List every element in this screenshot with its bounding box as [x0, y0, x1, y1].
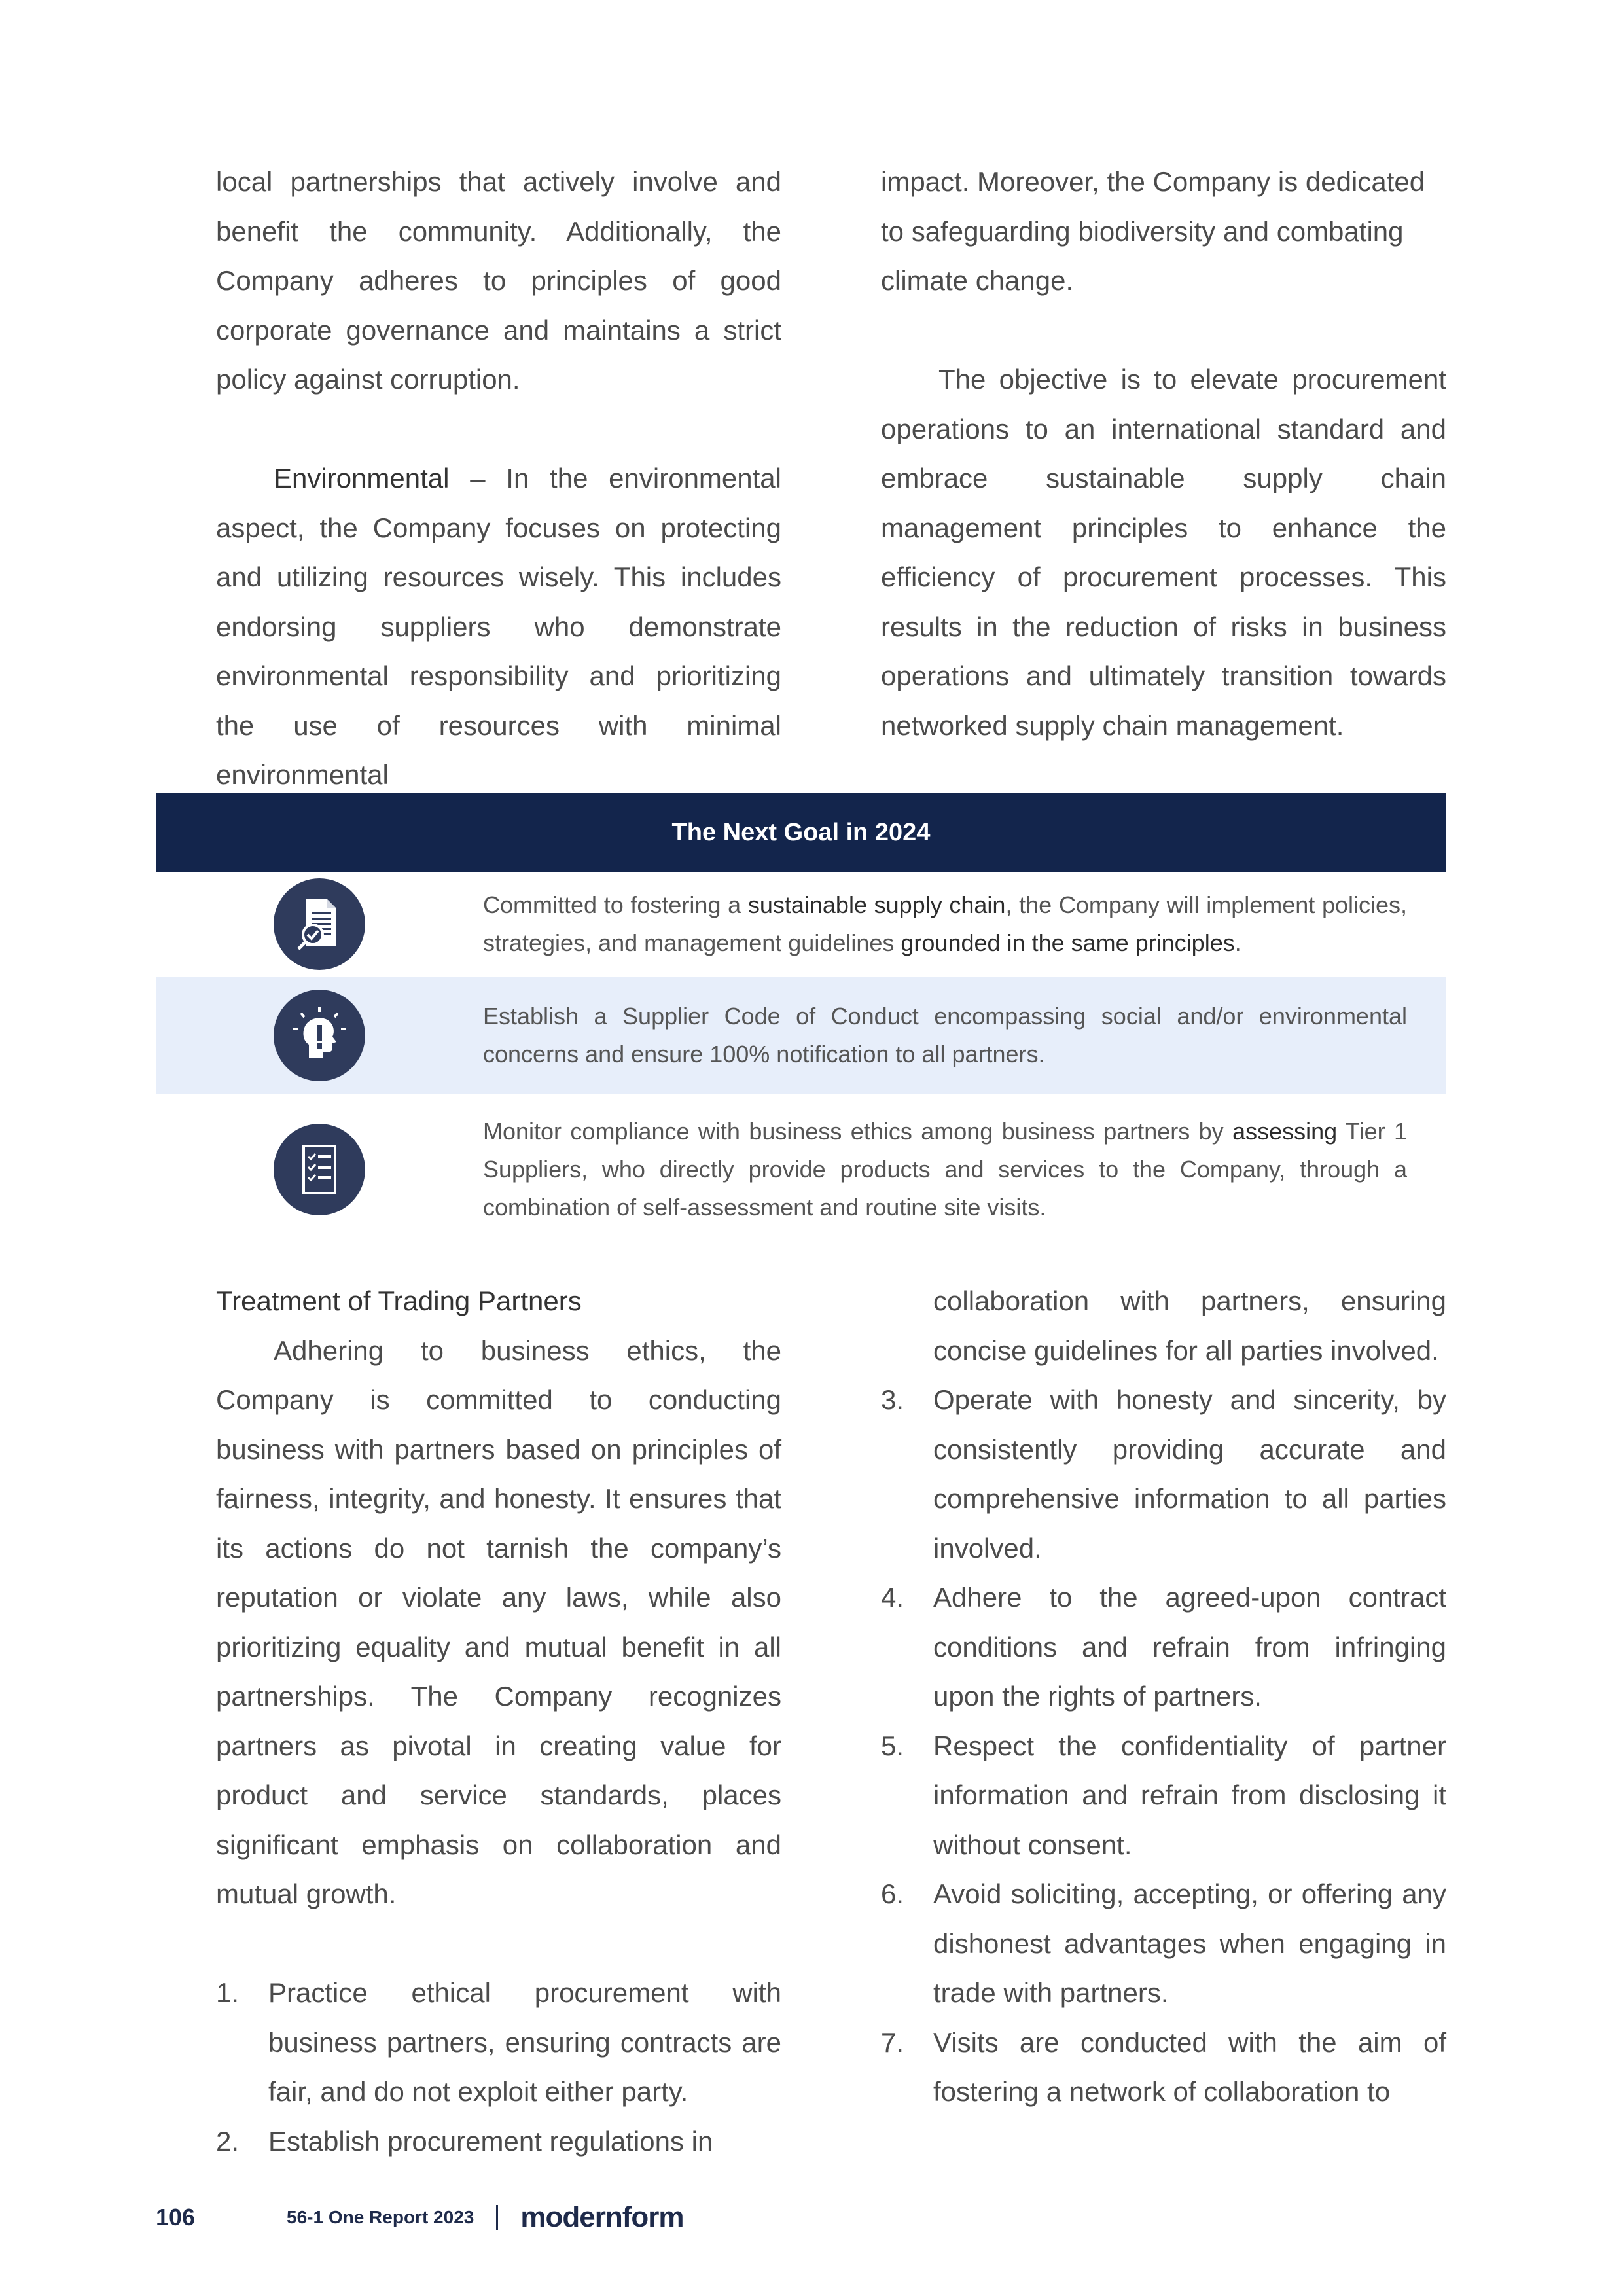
goal-text: Monitor compliance with business ethics among business partners by assessing Tier 1 Suppliers, who directly provide products and services to the Company, through a combination of self-assessment and routine site visits. [483, 1118, 1407, 1221]
bottom-right-column [881, 1276, 1446, 2117]
list-item-continuation: collaboration with partners, ensuring concise guidelines for all parties involved. [933, 1285, 1446, 1366]
page-number: 106 [156, 2204, 196, 2231]
emphasis: assessing [1232, 1118, 1338, 1145]
list-item: 2. Establish procurement regulations in [216, 2125, 713, 2157]
next-goal-header: The Next Goal in 2024 [156, 793, 1446, 872]
bottom-left-column [216, 1276, 781, 2166]
goal-row [156, 872, 1446, 977]
head-alert-icon [274, 990, 365, 1081]
section-heading: Treatment of Trading Partners [216, 1285, 582, 1316]
list-item: 3. Operate with honesty and sincerity, by consistently providing accurate and comprehensive information to all parties involved. [881, 1384, 1446, 1564]
partner-principles-list [216, 1968, 781, 2166]
partner-principles-list-continued [881, 1375, 1446, 2117]
emphasis: sustainable supply chain [747, 891, 1006, 918]
treatment-intro: Adhering to business ethics, the Company is committed to conducting business with partners based on principles of fairness, integrity, and honesty. It ensures that its actions do not tarnish the company’s reputation or violate any laws, while also prioritizing equality and mutual benefit in all partnerships. The Company recognizes partners as pivotal in creating value for product and service standards, places significant emphasis on collaboration and mutual growth. [216, 1335, 781, 1909]
document-check-icon [274, 878, 365, 970]
emphasis: grounded in the same principles [901, 929, 1235, 956]
list-item: 7. Visits are conducted with the aim of fostering a network of collaboration to [881, 2026, 1446, 2107]
goal-row [156, 977, 1446, 1094]
goal-text: Establish a Supplier Code of Conduct encompassing social and/or environmental concerns and ensure 100% notification to all partners. [483, 1003, 1407, 1067]
top-right-column [881, 157, 1446, 750]
page-footer [156, 2199, 683, 2236]
paragraph-gap [881, 306, 1446, 355]
checklist-icon [274, 1124, 365, 1215]
paragraph-gap [216, 1919, 781, 1969]
community-paragraph: local partnerships that actively involve and benefit the community. Additionally, the Company adheres to principles of good corporate governance and maintains a strict policy against corruption. [216, 166, 781, 395]
environmental-paragraph [216, 454, 781, 800]
list-item: 1. Practice ethical procurement with business partners, ensuring contracts are fair, and do not exploit either party. [216, 1977, 781, 2107]
list-item: 5. Respect the confidentiality of partner information and refrain from disclosing it without consent. [881, 1730, 1446, 1860]
list-item: 4. Adhere to the agreed-upon contract conditions and refrain from infringing upon the rights of partners. [881, 1582, 1446, 1712]
paragraph-gap [216, 404, 781, 454]
list-item: 6. Avoid soliciting, accepting, or offering any dishonest advantages when engaging in trade with partners. [881, 1878, 1446, 2008]
brand-logo: modernform [520, 2201, 684, 2233]
objective-paragraph: The objective is to elevate procurement operations to an international standard and embrace sustainable supply chain management principles to enhance the efficiency of procurement processes. This results in the reduction of risks in business operations and ultimately transition towards networked supply chain management. [881, 364, 1446, 741]
footer-divider [496, 2205, 498, 2230]
report-name: 56-1 One Report 2023 [287, 2207, 474, 2227]
environmental-term: Environmental [274, 463, 450, 493]
top-left-column [216, 157, 781, 800]
environmental-text: – In the environmental aspect, the Company focuses on protecting and utilizing resources wisely. This includes endorsing suppliers who demonstrate environmental responsibility and prioritizing the use of resources with minimal environmental [216, 463, 781, 790]
next-goal-table [156, 793, 1446, 1245]
impact-paragraph: impact. Moreover, the Company is dedicated to safeguarding biodiversity and combating climate change. [881, 166, 1425, 296]
goal-text: Committed to fostering a sustainable supply chain, the Company will implement policies, strategies, and management guidelines grounded in the same principles. [483, 891, 1408, 956]
goal-row [156, 1094, 1446, 1245]
